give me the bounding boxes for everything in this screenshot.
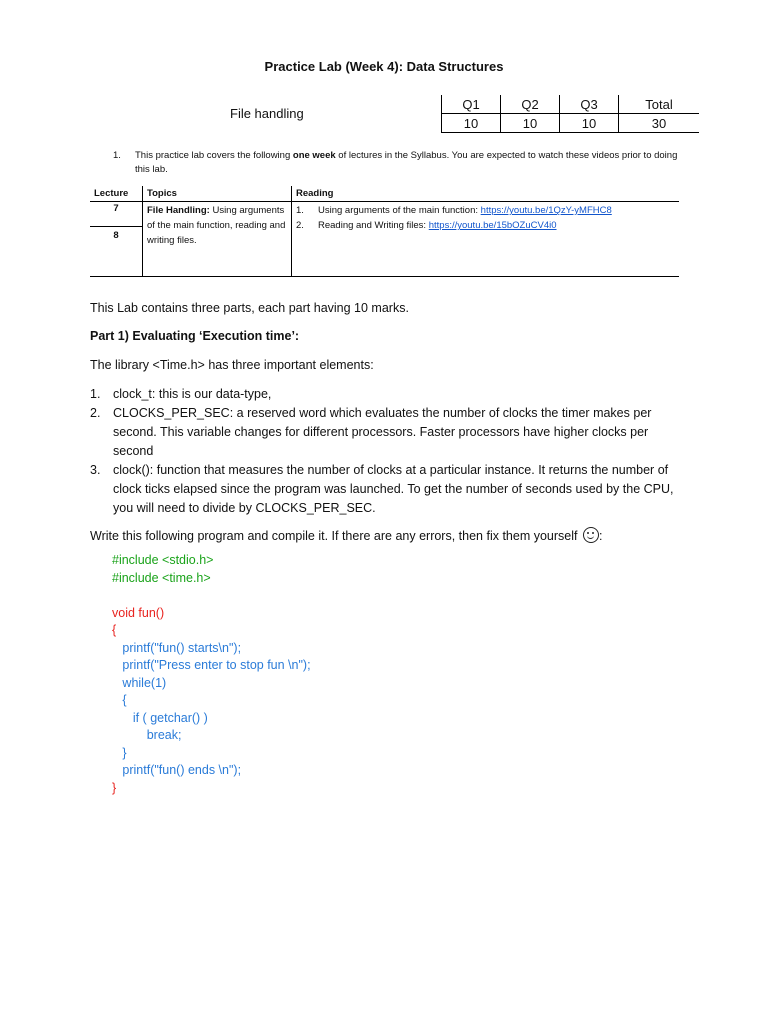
code-line: if ( getchar() ) <box>112 710 208 725</box>
code-open-brace: { <box>112 623 117 637</box>
list-text: CLOCKS_PER_SEC: a reserved word which evaluates the number of clocks the timer makes per second. This variable changes for different processors. Faster processors have higher clocks per second <box>113 406 652 458</box>
schedule-table <box>90 186 679 277</box>
instruction-text: Write this following program and compile it. If there are any errors, then fix them yourself <box>90 529 581 543</box>
reading-number: 1. <box>296 205 304 216</box>
note-text-before: This practice lab covers the following <box>135 150 293 161</box>
marks-value-total: 30 <box>619 114 700 133</box>
code-line: { <box>112 693 127 707</box>
part1-heading: Part 1) Evaluating ‘Execution time’: <box>90 329 300 343</box>
marks-header-q3: Q3 <box>560 95 619 114</box>
marks-value-q2: 10 <box>501 114 560 133</box>
list-item <box>90 385 690 404</box>
instruction-end: : <box>598 529 603 543</box>
reading-text: Reading and Writing files: <box>318 220 429 231</box>
marks-value-q1: 10 <box>442 114 501 133</box>
intro-paragraph: This Lab contains three parts, each part having 10 marks. <box>90 301 409 315</box>
reading-link-1[interactable]: https://youtu.be/1QzY-yMFHC8 <box>480 205 612 216</box>
list-text: clock(): function that measures the number of clocks at a particular instance. It returns the number of clock ticks elapsed since the program was launched. To get the number of seconds used by the CPU, you will need to divide by CLOCKS_PER_SEC. <box>113 463 674 515</box>
code-include-stdio: #include <stdio.h> <box>112 553 214 567</box>
code-close-brace: } <box>112 780 117 795</box>
lecture-8: 8 <box>113 230 119 241</box>
code-fun-signature: void fun() <box>112 605 165 620</box>
instruction-paragraph <box>90 527 602 543</box>
schedule-header-topics: Topics <box>143 186 292 202</box>
marks-table <box>441 95 699 133</box>
list-item <box>90 404 690 461</box>
schedule-topic <box>143 202 292 277</box>
list-number: 3. <box>90 463 101 477</box>
file-handling-label: File handling <box>230 106 304 121</box>
note-text-bold: one week <box>292 150 336 161</box>
lecture-7: 7 <box>90 202 142 227</box>
page-title: Practice Lab (Week 4): Data Structures <box>264 59 504 74</box>
note-text <box>135 149 683 177</box>
code-line: printf("fun() ends \n"); <box>112 763 242 777</box>
library-sentence: The library <Time.h> has three important elements: <box>90 358 374 372</box>
code-line: while(1) <box>112 675 167 690</box>
schedule-reading <box>292 202 680 277</box>
reading-item <box>296 218 675 233</box>
code-include-time: #include <time.h> <box>112 570 211 585</box>
marks-header-q2: Q2 <box>501 95 560 114</box>
list-item <box>90 461 690 518</box>
lab-note <box>113 149 683 177</box>
schedule-header-lecture: Lecture <box>90 186 143 202</box>
topic-text: Using arguments of the main function, reading and writing files. <box>147 205 286 246</box>
reading-link-2[interactable]: https://youtu.be/15bOZuCV4i0 <box>428 220 557 231</box>
code-line: break; <box>112 728 182 742</box>
reading-number: 2. <box>296 220 304 231</box>
code-block <box>112 552 311 797</box>
schedule-header-reading: Reading <box>292 186 680 202</box>
note-number: 1. <box>113 150 121 161</box>
schedule-lectures <box>90 202 143 277</box>
reading-item <box>296 203 675 218</box>
code-line: } <box>112 745 127 760</box>
topic-bold: File Handling: <box>147 205 210 216</box>
list-number: 2. <box>90 406 101 420</box>
smiley-icon <box>583 527 599 543</box>
code-line: printf("Press enter to stop fun \n"); <box>112 658 311 672</box>
elements-list <box>90 385 690 518</box>
marks-header-q1: Q1 <box>442 95 501 114</box>
list-text: clock_t: this is our data-type, <box>113 387 272 401</box>
note-text-after: of lectures in the Syllabus. You are expected to watch these videos prior to doing this lab. <box>135 150 678 175</box>
list-number: 1. <box>90 387 101 401</box>
marks-header-total: Total <box>619 95 700 114</box>
marks-value-q3: 10 <box>560 114 619 133</box>
reading-text: Using arguments of the main function: <box>318 205 481 216</box>
code-line: printf("fun() starts\n"); <box>112 640 242 655</box>
